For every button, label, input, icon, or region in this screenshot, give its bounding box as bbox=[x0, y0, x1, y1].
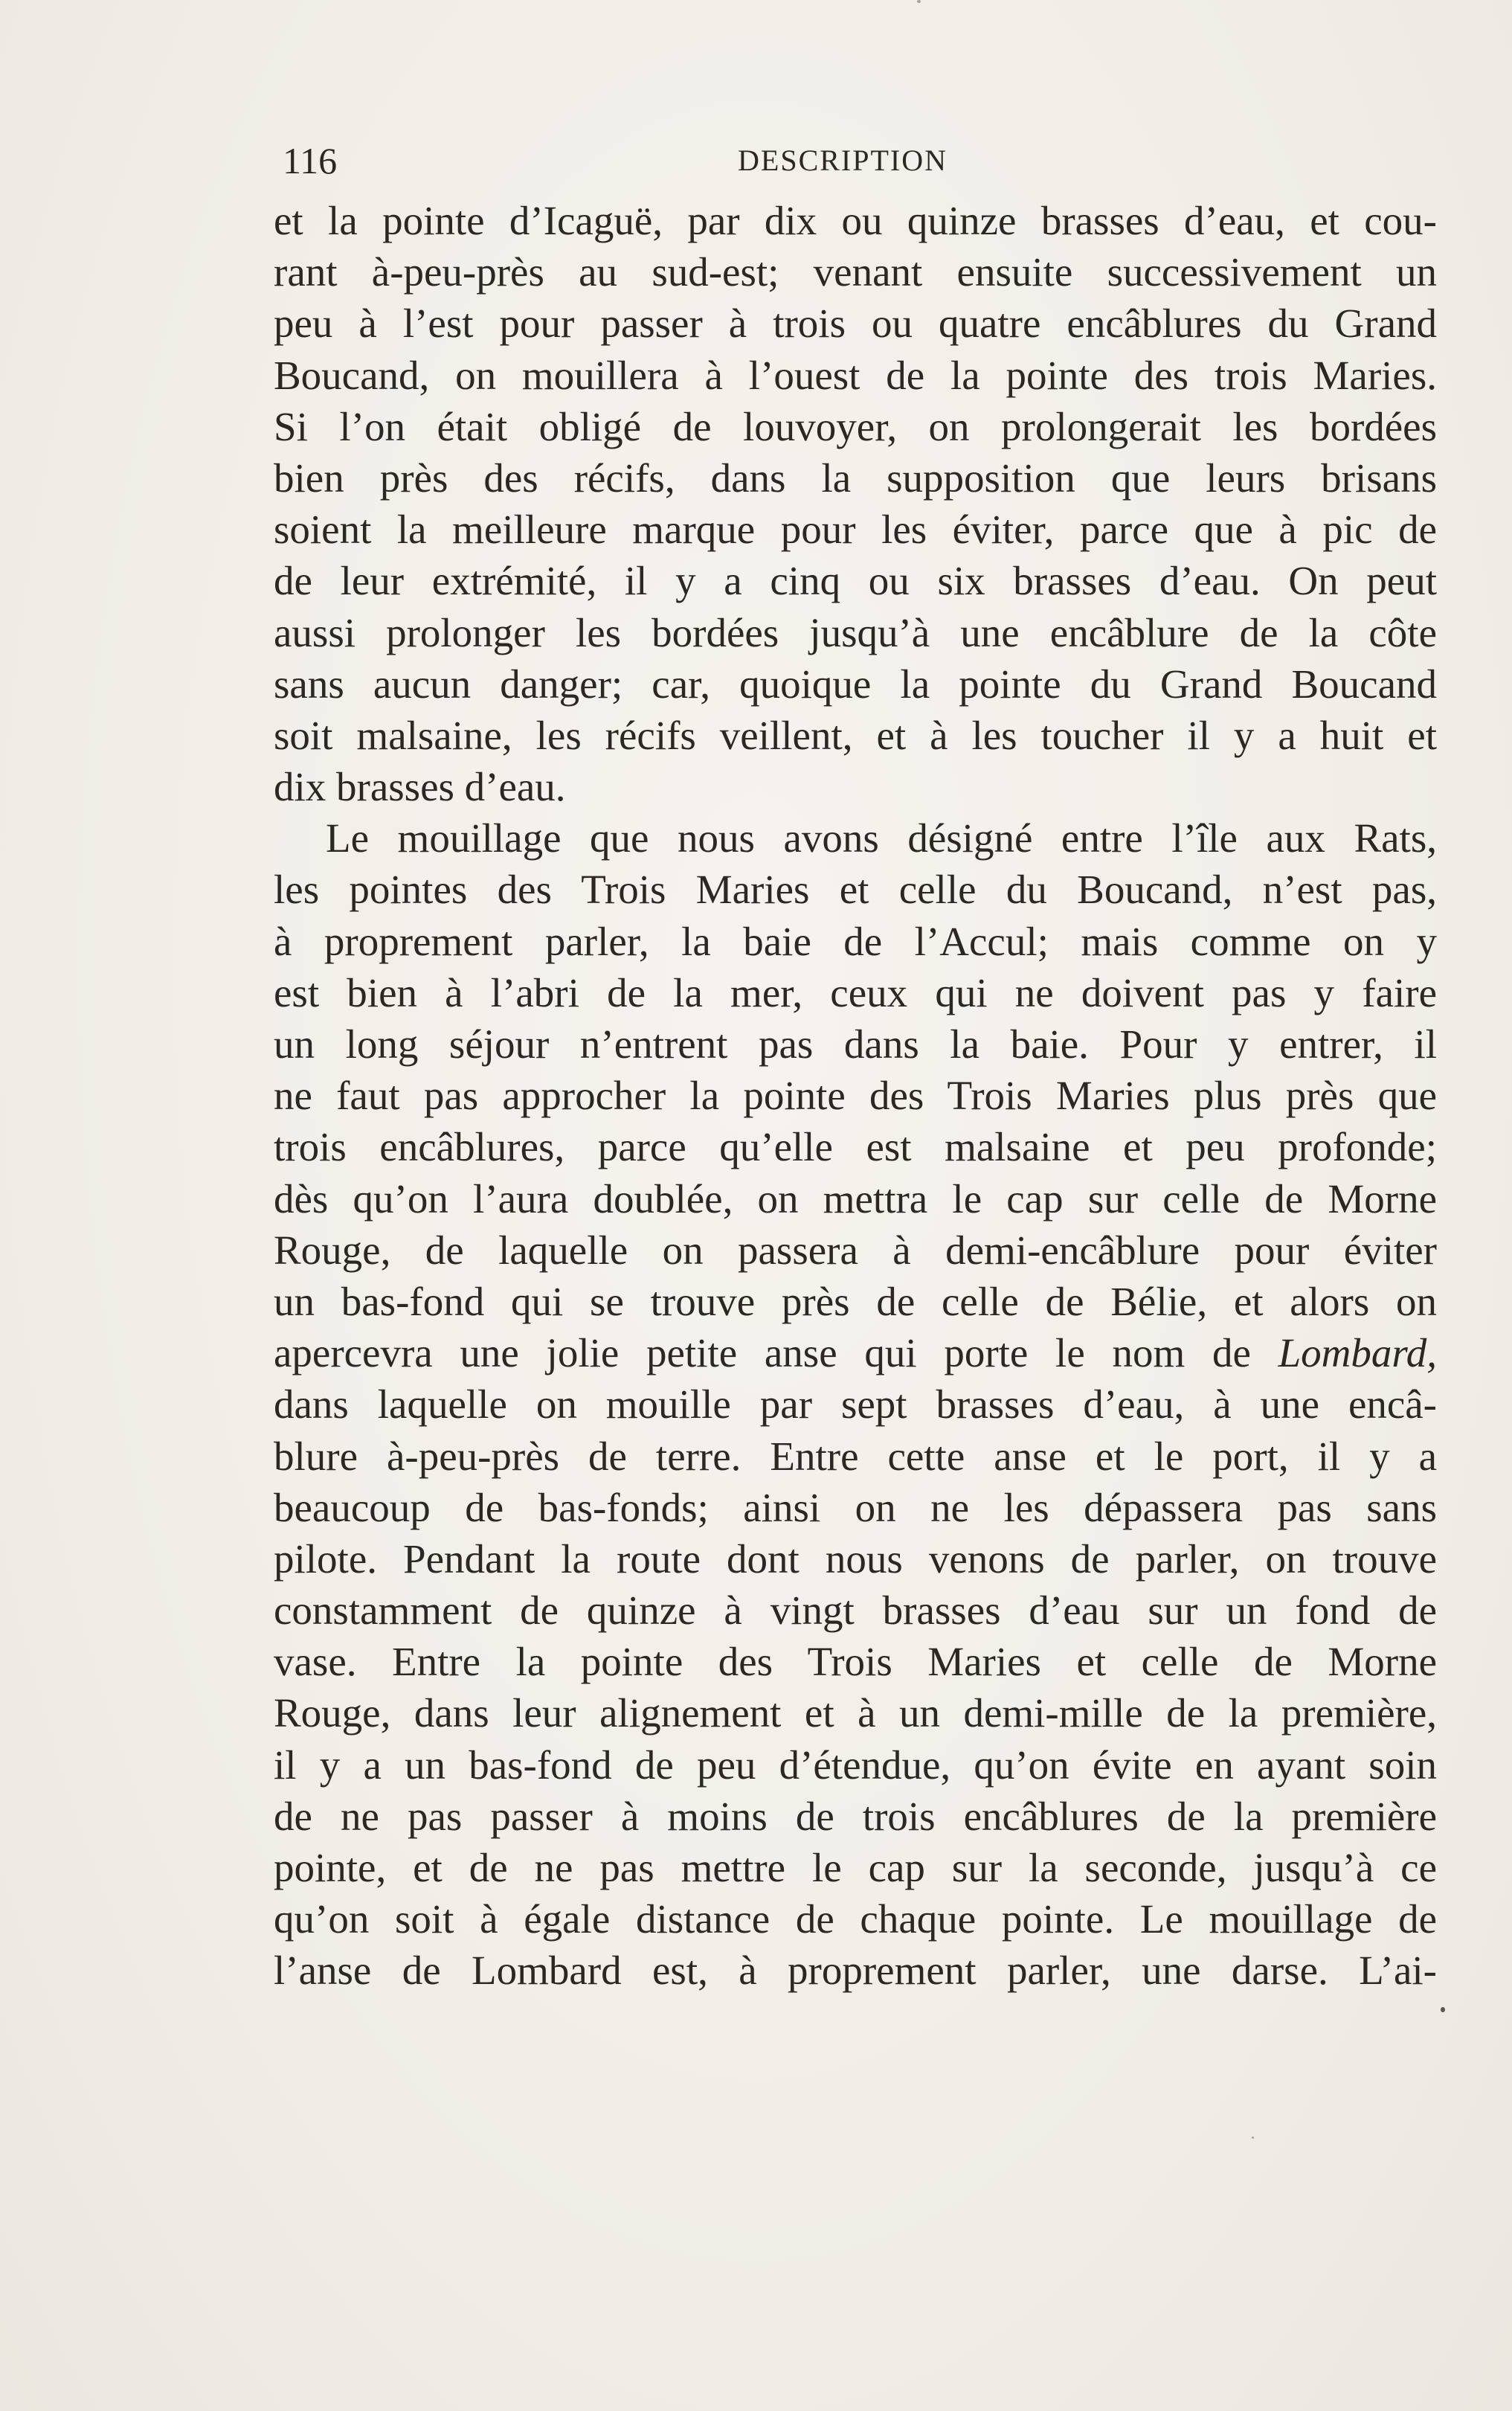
text-line: dès qu’on l’aura doublée, on mettra le cap sur celle de Morne bbox=[274, 1175, 1437, 1221]
italic-place-name: Lombard, bbox=[1278, 1330, 1438, 1376]
text-line: pointe, et de ne pas mettre le cap sur la seconde, jusqu’à ce bbox=[274, 1845, 1437, 1890]
text-line: sans aucun danger; car, quoique la pointe du Grand Boucand bbox=[274, 661, 1437, 707]
text-line: aussi prolonger les bordées jusqu’à une encâblure de la côte bbox=[274, 609, 1437, 655]
text-line: de leur extrémité, il y a cinq ou six brasses d’eau. On peut bbox=[274, 558, 1437, 604]
text-line-with-italic bbox=[274, 1327, 1437, 1378]
text-line: Rouge, dans leur alignement et à un demi-mille de la première, bbox=[274, 1690, 1437, 1736]
paragraph-end-line: dix brasses d’eau. bbox=[274, 764, 566, 810]
paper-speck bbox=[917, 0, 921, 3]
text-line: rant à-peu-près au sud-est; venant ensuite successivement un bbox=[274, 249, 1437, 295]
text-line: pilote. Pendant la route dont nous venons de parler, on trouve bbox=[274, 1535, 1437, 1582]
running-title: DESCRIPTION bbox=[738, 144, 948, 177]
text-line: ne faut pas approcher la pointe des Trois Maries plus près que bbox=[274, 1073, 1437, 1119]
text-line: Si l’on était obligé de louvoyer, on prolongerait les bordées bbox=[274, 403, 1437, 449]
text-line: bien près des récifs, dans la supposition que leurs brisans bbox=[274, 455, 1437, 501]
text-line: un bas-fond qui se trouve près de celle de Bélie, et alors on bbox=[274, 1278, 1437, 1324]
text-line: blure à-peu-près de terre. Entre cette anse et le port, il y a bbox=[274, 1433, 1437, 1479]
text-line: et la pointe d’Icaguë, par dix ou quinze brasses d’eau, et cou- bbox=[274, 198, 1437, 243]
text-line: est bien à l’abri de la mer, ceux qui ne doivent pas y faire bbox=[274, 969, 1437, 1015]
text-line: constamment de quinze à vingt brasses d’eau sur un fond de bbox=[274, 1587, 1437, 1634]
text-line: soient la meilleure marque pour les éviter, parce que à pic de bbox=[274, 507, 1437, 553]
text-segment: apercevra une jolie petite anse qui porte le nom de bbox=[274, 1330, 1251, 1376]
text-line: à proprement parler, la baie de l’Accul; mais comme on y bbox=[274, 918, 1437, 964]
text-line: les pointes des Trois Maries et celle du Boucand, n’est pas, bbox=[274, 867, 1437, 913]
running-head bbox=[277, 138, 1437, 183]
text-line: qu’on soit à égale distance de chaque pointe. Le mouillage de bbox=[274, 1896, 1437, 1942]
text-line: Boucand, on mouillera à l’ouest de la pointe des trois Maries. bbox=[274, 352, 1437, 398]
text-line: Rouge, de laquelle on passera à demi-encâblure pour éviter bbox=[274, 1227, 1437, 1273]
text-line: vase. Entre la pointe des Trois Maries et celle de Morne bbox=[274, 1639, 1437, 1685]
page-number: 116 bbox=[283, 140, 338, 182]
paper-speck bbox=[1441, 2007, 1445, 2012]
text-line: dans laquelle on mouille par sept brasses d’eau, à une encâ- bbox=[274, 1381, 1437, 1428]
text-line: trois encâblures, parce qu’elle est malsaine et peu profonde; bbox=[274, 1124, 1437, 1170]
paper-speck bbox=[1252, 2136, 1254, 2139]
text-line: peu à l’est pour passer à trois ou quatre encâblures du Grand bbox=[274, 301, 1437, 347]
text-line: de ne pas passer à moins de trois encâblures de la première bbox=[274, 1793, 1437, 1839]
text-line: soit malsaine, les récifs veillent, et à les toucher il y a huit et bbox=[274, 712, 1437, 758]
text-line: l’anse de Lombard est, à proprement parler, une darse. L’ai- bbox=[274, 1948, 1437, 1994]
text-line: beaucoup de bas-fonds; ainsi on ne les dépassera pas sans bbox=[274, 1484, 1437, 1530]
text-line: un long séjour n’entrent pas dans la baie. Pour y entrer, il bbox=[274, 1021, 1437, 1067]
body-text bbox=[274, 195, 1437, 1997]
paragraph-start-line: Le mouillage que nous avons désigné entre l’île aux Rats, bbox=[326, 815, 1437, 861]
text-line: il y a un bas-fond de peu d’étendue, qu’on évite en ayant soin bbox=[274, 1741, 1437, 1788]
